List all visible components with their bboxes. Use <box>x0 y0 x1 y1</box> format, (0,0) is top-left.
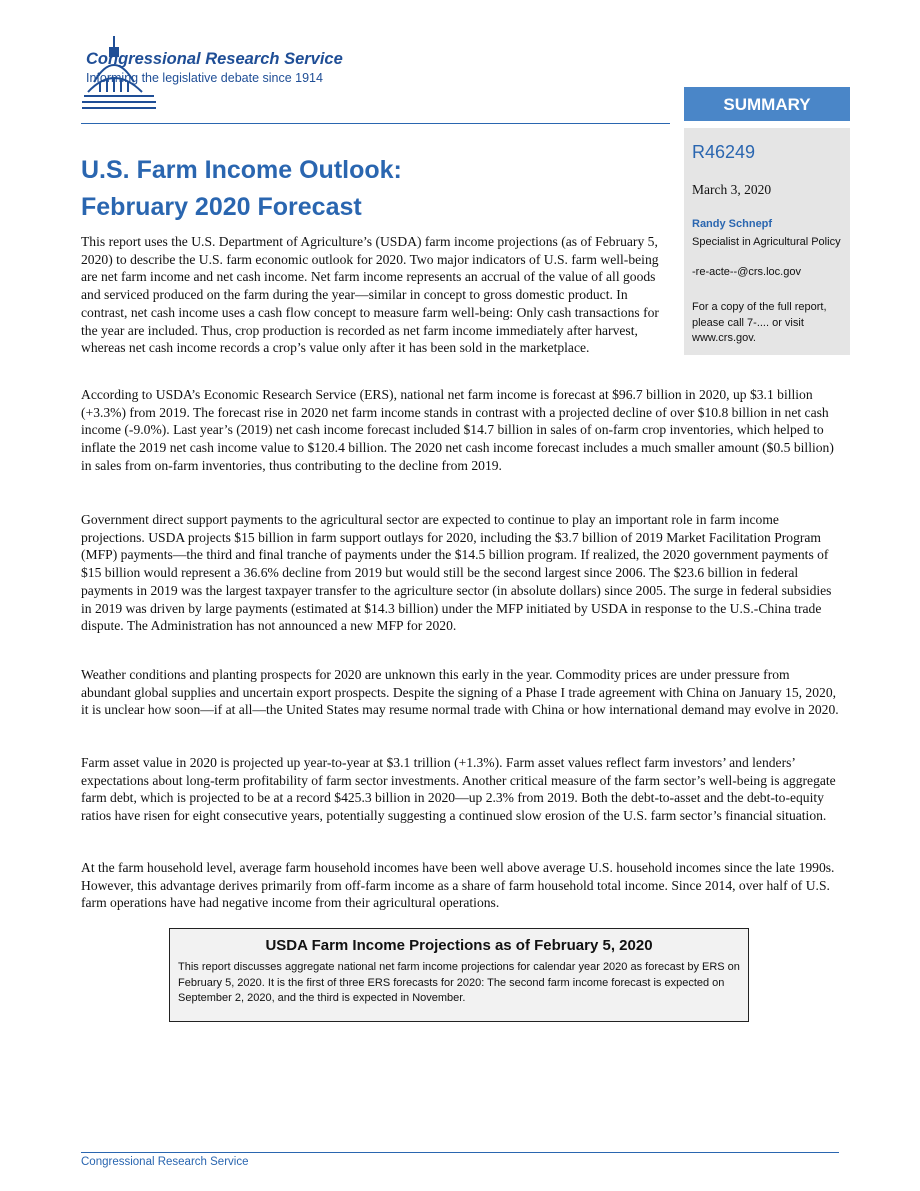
footer-text: Congressional Research Service <box>81 1156 249 1168</box>
report-id: R46249 <box>692 142 756 162</box>
callout-body: This report discusses aggregate national net farm income projections for calendar year 2020 as forecast by ERS on February 5, 2020. It is the first of three ERS forecasts for 2020: The second farm income forecast is expected on September 2, 2020, and the third is expected in November. <box>178 961 740 1004</box>
org-name: Congressional Research Service <box>86 50 343 68</box>
summary-tab: SUMMARY <box>684 87 850 121</box>
copy-note: For a copy of the full report, please call 7-.... or visit www.crs.gov. <box>692 301 827 344</box>
author-email-link[interactable]: -re-acte--@crs.loc.gov <box>692 266 801 278</box>
summary-sidebar <box>684 128 850 355</box>
author-title: Specialist in Agricultural Policy <box>692 236 841 248</box>
title-line-1: U.S. Farm Income Outlook: <box>81 156 402 184</box>
page-title <box>81 152 641 226</box>
body-paragraph: Government direct support payments to the agricultural sector are expected to continue to play an important role in farm income projections. USDA projects $15 billion in farm support outlays for 2020, including the $3.7 billion of 2019 Market Facilitation Program (MFP) payments—the third and final tranche of payments under the $14.5 billion program. If realized, the 2020 government payments of $15 billion would represent a 36.6% decline from 2019 but would still be the second largest since 2006. The $23.6 billion in federal payments in 2019 was the largest taxpayer transfer to the agriculture sector (in absolute dollars) since 2005. The surge in federal subsidies in 2019 was driven by large payments (estimated at $14.3 billion) under the MFP initiated by USDA in response to the U.S.-China trade dispute. The Administration has not announced a new MFP for 2020. <box>81 512 832 634</box>
body-paragraph: Farm asset value in 2020 is projected up year-to-year at $3.1 trillion (+1.3%). Farm asset values reflect farm investors’ and lenders’ expectations about long-term profitability of farm sector investments. Another critical measure of the farm sector’s well-being is aggregate farm debt, which is projected to be at a record $425.3 billion in 2020—up 2.3% from 2019. Both the debt-to-asset and the debt-to-equity ratios have risen for eight consecutive years, potentially suggesting a continued slow erosion of the U.S. farm sector’s financial situation. <box>81 755 836 824</box>
report-date: March 3, 2020 <box>692 182 772 197</box>
body-paragraph: According to USDA’s Economic Research Service (ERS), national net farm income is forecast at $96.7 billion in 2020, up $3.1 billion (+3.3%) from 2019. The forecast rise in 2020 net farm income stands in contrast with a projected decline of over $10.8 billion in net cash income (-9.0%). Last year’s (2019) net cash income forecast included $14.7 billion in sales of on-farm crop inventories, which helped to inflate the 2019 net cash income value to $120.4 billion. The 2020 net cash income forecast includes a much smaller amount ($0.5 billion) in sales from on-farm inventories, thus contributing to the decline from 2019. <box>81 387 834 473</box>
callout-title: USDA Farm Income Projections as of February 5, 2020 <box>265 937 653 954</box>
callout-box <box>169 928 749 1022</box>
footer-divider <box>81 1152 839 1153</box>
title-line-2: February 2020 Forecast <box>81 193 362 221</box>
author-name: Randy Schnepf <box>692 218 773 230</box>
intro-paragraph: This report uses the U.S. Department of Agriculture’s (USDA) farm income projections (as of February 5, 2020) to describe the U.S. farm economic outlook for 2020. Two major indicators of U.S. farm well-being are net farm income and net cash income. Net farm income represents an accrual of the value of all goods and serviced produced on the farm during the year—similar in concept to gross domestic product. In contrast, net cash income uses a cash flow concept to measure farm well-being: Only cash transactions for the year are included. Thus, crop production is recorded as net farm income immediately after harvest, whereas net cash income records a crop’s value only after it has been sold in the marketplace. <box>81 234 659 356</box>
header-divider <box>81 123 670 124</box>
org-tagline: Informing the legislative debate since 1914 <box>86 71 323 85</box>
body-paragraph: At the farm household level, average farm household incomes have been well above average U.S. household incomes since the late 1990s. However, this advantage derives primarily from off-farm income as a share of farm household total income. Since 2014, over half of U.S. farm operations have had negative income from their agricultural operations. <box>81 860 835 911</box>
body-paragraph: Weather conditions and planting prospects for 2020 are unknown this early in the year. Commodity prices are under pressure from abundant global supplies and uncertain export prospects. Despite the signing of a Phase I trade agreement with China on January 15, 2020, it is unclear how soon—if at all—the United States may resume normal trade with China or how international demand may evolve in 2020. <box>81 667 839 718</box>
